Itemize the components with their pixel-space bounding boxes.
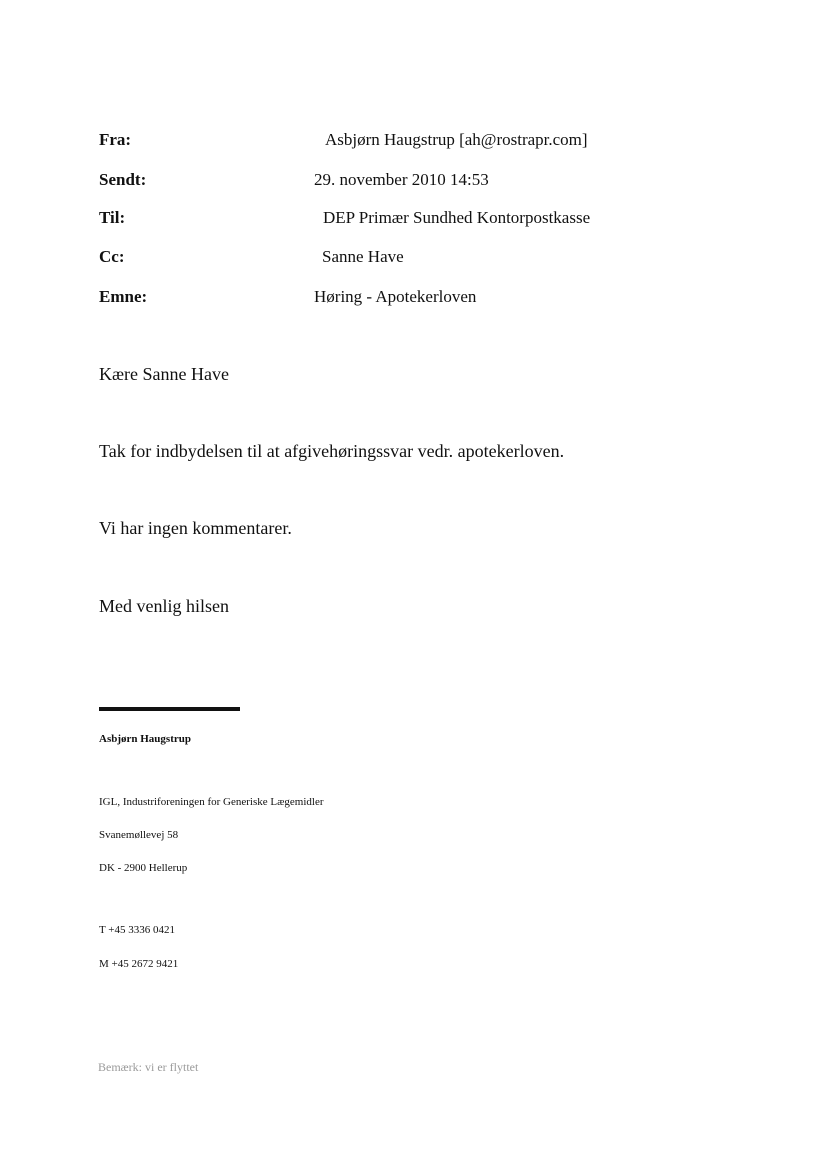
cc-label: Cc: — [99, 247, 125, 266]
subject-value: Høring - Apotekerloven — [314, 287, 477, 306]
cc-value: Sanne Have — [322, 247, 404, 266]
paragraph-no-comments: Vi har ingen kommentarer. — [99, 518, 292, 538]
signature-divider — [99, 707, 240, 711]
from-value: Asbjørn Haugstrup [ah@rostrapr.com] — [325, 130, 588, 149]
to-value: DEP Primær Sundhed Kontorpostkasse — [323, 208, 591, 227]
sent-value: 29. november 2010 14:53 — [314, 170, 489, 189]
signature-street: Svanemøllevej 58 — [99, 829, 179, 841]
signature-mobile: M +45 2672 9421 — [99, 958, 179, 970]
closing: Med venlig hilsen — [99, 596, 229, 616]
from-label: Fra: — [99, 130, 132, 149]
paragraph-thanks: Tak for indbydelsen til at afgivehøringssvar vedr. apotekerloven. — [99, 441, 565, 461]
greeting: Kære Sanne Have — [99, 364, 229, 384]
signature-city: DK - 2900 Hellerup — [99, 862, 188, 874]
subject-label: Emne: — [99, 287, 148, 306]
signature-phone: T +45 3336 0421 — [99, 924, 175, 936]
sent-label: Sendt: — [99, 170, 147, 189]
signature-name: Asbjørn Haugstrup — [99, 733, 191, 745]
to-label: Til: — [99, 208, 126, 227]
signature-organization: IGL, Industriforeningen for Generiske Lægemidler — [99, 796, 324, 808]
footer-note: Bemærk: vi er flyttet — [98, 1060, 199, 1074]
